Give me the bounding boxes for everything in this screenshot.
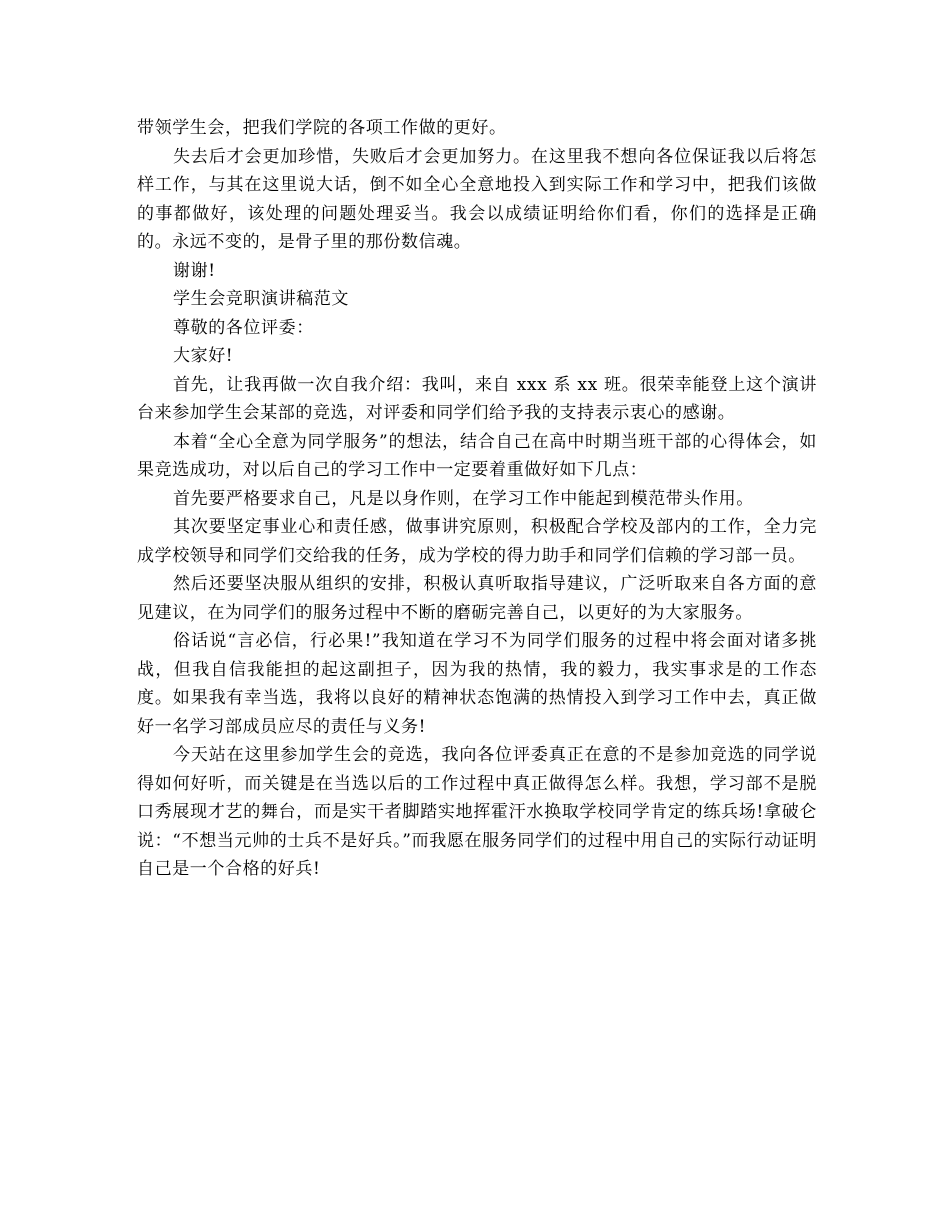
paragraph: 其次要坚定事业心和责任感，做事讲究原则，积极配合学校及部内的工作，全力完成学校领导和同学们交给我的任务，成为学校的得力助手和同学们信赖的学习部一员。 bbox=[137, 517, 817, 566]
paragraph: 首先，让我再做一次自我介绍：我叫，来自 xxx 系 xx 班。很荣幸能登上这个演讲台来参加学生会某部的竞选，对评委和同学们给予我的支持表示衷心的感谢。 bbox=[137, 374, 817, 423]
paragraph: 俗话说“言必信，行必果!”我知道在学习不为同学们服务的过程中将会面对诸多挑战，但我自信我能担的起这副担子，因为我的热情，我的毅力，我实事求是的工作态度。如果我有幸当选，我将以良好的精神状态饱满的热情投入到学习工作中去，真正做好一名学习部成员应尽的责任与义务! bbox=[137, 631, 817, 737]
paragraph: 谢谢! bbox=[173, 260, 216, 281]
paragraph: 带领学生会，把我们学院的各项工作做的更好。 bbox=[137, 118, 507, 138]
salutation: 尊敬的各位评委： bbox=[173, 317, 314, 338]
paragraph: 失去后才会更加珍惜，失败后才会更加努力。在这里我不想向各位保证我以后将怎样工作，与其在这里说大话，倒不如全心全意地投入到实际工作和学习中，把我们该做的事都做好，该处理的问题处理妥当。我会以成绩证明给你们看，你们的选择是正确的。永远不变的，是骨子里的那份数信魂。 bbox=[137, 146, 817, 252]
paragraph: 本着“全心全意为同学服务”的想法，结合自己在高中时期当班干部的心得体会，如果竞选成功，对以后自己的学习工作中一定要着重做好如下几点： bbox=[137, 431, 817, 480]
paragraph: 今天站在这里参加学生会的竞选，我向各位评委真正在意的不是参加竞选的同学说得如何好听，而关键是在当选以后的工作过程中真正做得怎么样。我想，学习部不是脱口秀展现才艺的舞台，而是实干者脚踏实地挥霍汗水换取学校同学肯定的练兵场!拿破仑说：“不想当元帅的士兵不是好兵。”而我愿在服务同学们的过程中用自己的实际行动证明自己是一个合格的好兵! bbox=[137, 745, 817, 879]
document-body bbox=[137, 114, 817, 884]
paragraph: 然后还要坚决服从组织的安排，积极认真听取指导建议，广泛听取来自各方面的意见建议，在为同学们的服务过程中不断的磨砺完善自己，以更好的为大家服务。 bbox=[137, 574, 817, 623]
paragraph: 首先要严格要求自己，凡是以身作则，在学习工作中能起到模范带头作用。 bbox=[173, 488, 754, 509]
section-title: 学生会竞职演讲稿范文 bbox=[173, 289, 349, 309]
greeting: 大家好! bbox=[173, 346, 234, 366]
